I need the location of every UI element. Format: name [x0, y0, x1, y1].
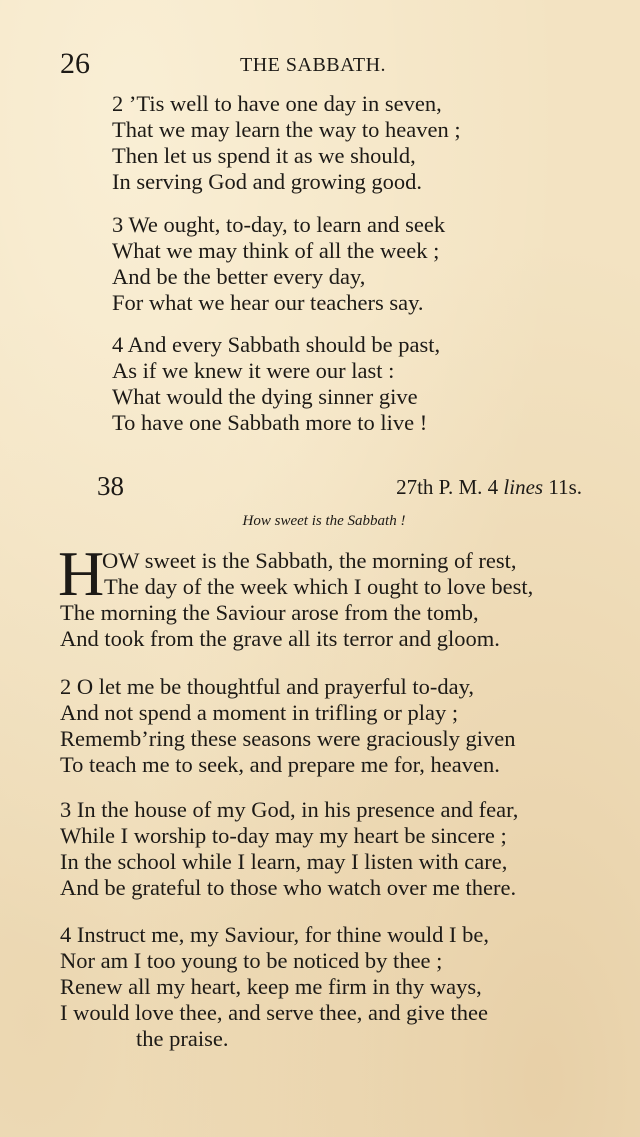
prev-hymn-stanza-3: [112, 212, 445, 316]
verse-line: What would the dying sinner give: [112, 384, 418, 409]
verse-line: Renew all my heart, keep me firm in thy ways,: [60, 974, 482, 999]
hymn-stanza-1: [60, 574, 533, 652]
verse-line: For what we hear our teachers say.: [112, 290, 424, 315]
verse-line: 4 And every Sabbath should be past,: [112, 332, 441, 357]
verse-line: And not spend a moment in trifling or play ;: [60, 700, 459, 725]
verse-line: The day of the week which I ought to love best,: [104, 574, 534, 599]
verse-line: 4 Instruct me, my Saviour, for thine would I be,: [60, 922, 490, 947]
verse-line: I would love thee, and serve thee, and give thee: [60, 1000, 488, 1025]
verse-line: While I worship to-day may my heart be sincere ;: [60, 823, 507, 848]
hymn-stanza-4: [60, 922, 489, 1052]
verse-line: the praise.: [136, 1026, 229, 1051]
verse-line: Then let us spend it as we should,: [112, 143, 416, 168]
verse-line: 2 O let me be thoughtful and prayerful to-day,: [60, 674, 475, 699]
verse-line: And be grateful to those who watch over me there.: [60, 875, 517, 900]
verse-line: As if we knew it were our last :: [112, 358, 395, 383]
meter-italic: lines: [503, 475, 544, 499]
hymn-meter: [396, 470, 582, 504]
verse-line: In the school while I learn, may I listen with care,: [60, 849, 508, 874]
hymn-stanza-2: [60, 674, 516, 778]
drop-cap: H: [58, 538, 105, 609]
verse-line: 3 In the house of my God, in his presence and fear,: [60, 797, 519, 822]
hymn-stanza-3: [60, 797, 518, 901]
verse-line: To have one Sabbath more to live !: [112, 410, 428, 435]
hymn-number: 38: [97, 471, 124, 501]
verse-line: Rememb’ring these seasons were graciously given: [60, 726, 516, 751]
verse-line: What we may think of all the week ;: [112, 238, 440, 263]
verse-line: 2 ’Tis well to have one day in seven,: [112, 91, 442, 116]
verse-line: In serving God and growing good.: [112, 169, 422, 194]
meter-suffix: 11s.: [543, 475, 582, 499]
hymn-header: [0, 468, 640, 504]
verse-line: Nor am I too young to be noticed by thee ;: [60, 948, 443, 973]
verse-line: To teach me to seek, and prepare me for, heaven.: [60, 752, 500, 777]
verse-line: 3 We ought, to-day, to learn and seek: [112, 212, 446, 237]
verse-line: OW sweet is the Sabbath, the morning of rest,: [102, 548, 517, 573]
hymn-title: How sweet is the Sabbath !: [242, 513, 406, 529]
page-number: 26: [60, 47, 90, 80]
verse-line: And took from the grave all its terror and gloom.: [60, 626, 500, 651]
prev-hymn-stanza-2: [112, 91, 461, 195]
prev-hymn-stanza-4: [112, 332, 440, 436]
verse-line: The morning the Saviour arose from the tomb,: [60, 600, 479, 625]
running-title: THE SABBATH.: [240, 54, 387, 76]
page-header: [0, 44, 640, 84]
verse-line: That we may learn the way to heaven ;: [112, 117, 461, 142]
meter-prefix: 27th P. M. 4: [396, 475, 504, 499]
verse-line: And be the better every day,: [112, 264, 366, 289]
